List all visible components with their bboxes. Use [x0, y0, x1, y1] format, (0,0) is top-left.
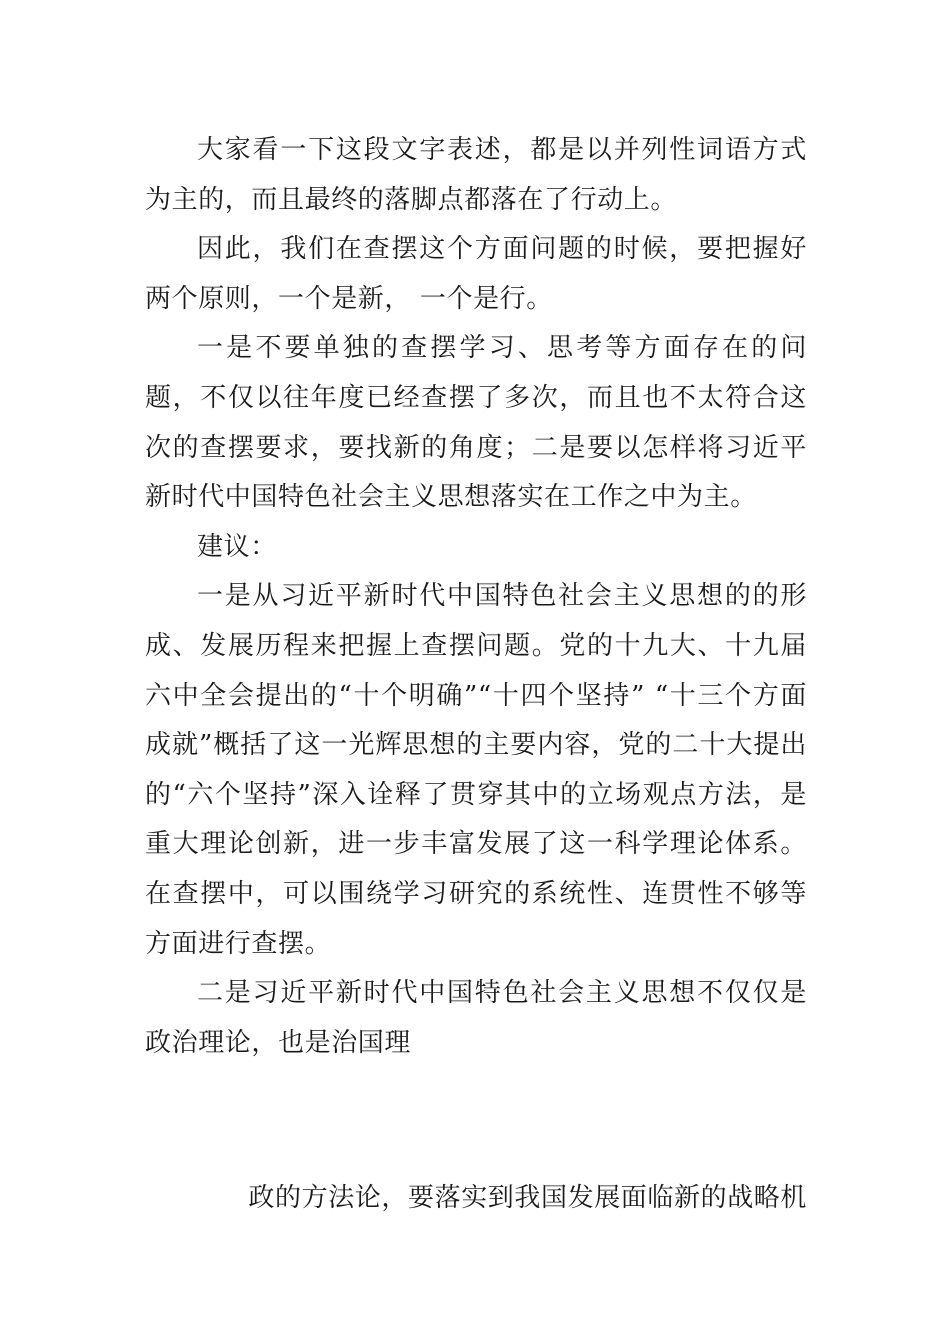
paragraph-2: 因此，我们在查摆这个方面问题的时候，要把握好两个原则，一个是新， 一个是行。: [145, 234, 807, 314]
paragraph-1: 大家看一下这段文字表述，都是以并列性词语方式为主的，而且最终的落脚点都落在了行动上。: [145, 135, 807, 215]
continuation-line: 政的方法论，要落实到我国发展面临新的战略机: [248, 1183, 807, 1213]
paragraph-5: 一是从习近平新时代中国特色社会主义思想的的形成、发展历程来把握上查摆问题。党的十九大、十九届六中全会提出的“十个明确”“十四个坚持” “十三个方面成就”概括了这一光辉思想的主要内容，党的二十大提出的“六个坚持”深入诠释了贯穿其中的立场观点方法，是重大理论创新，进一步丰富发展了这一科学理论体系。在查摆中，可以围绕学习研究的系统性、连贯性不够等方面进行查摆。: [145, 581, 807, 959]
paragraph-3: 一是不要单独的查摆学习、思考等方面存在的问题，不仅以往年度已经查摆了多次，而且也不太符合这次的查摆要求，要找新的角度；二是要以怎样将习近平新时代中国特色社会主义思想落实在工作之中为主。: [145, 333, 807, 513]
paragraph-6: 二是习近平新时代中国特色社会主义思想不仅仅是政治理论，也是治国理: [145, 978, 807, 1058]
document-body: [145, 126, 807, 1068]
paragraph-4: 建议：: [197, 531, 277, 562]
